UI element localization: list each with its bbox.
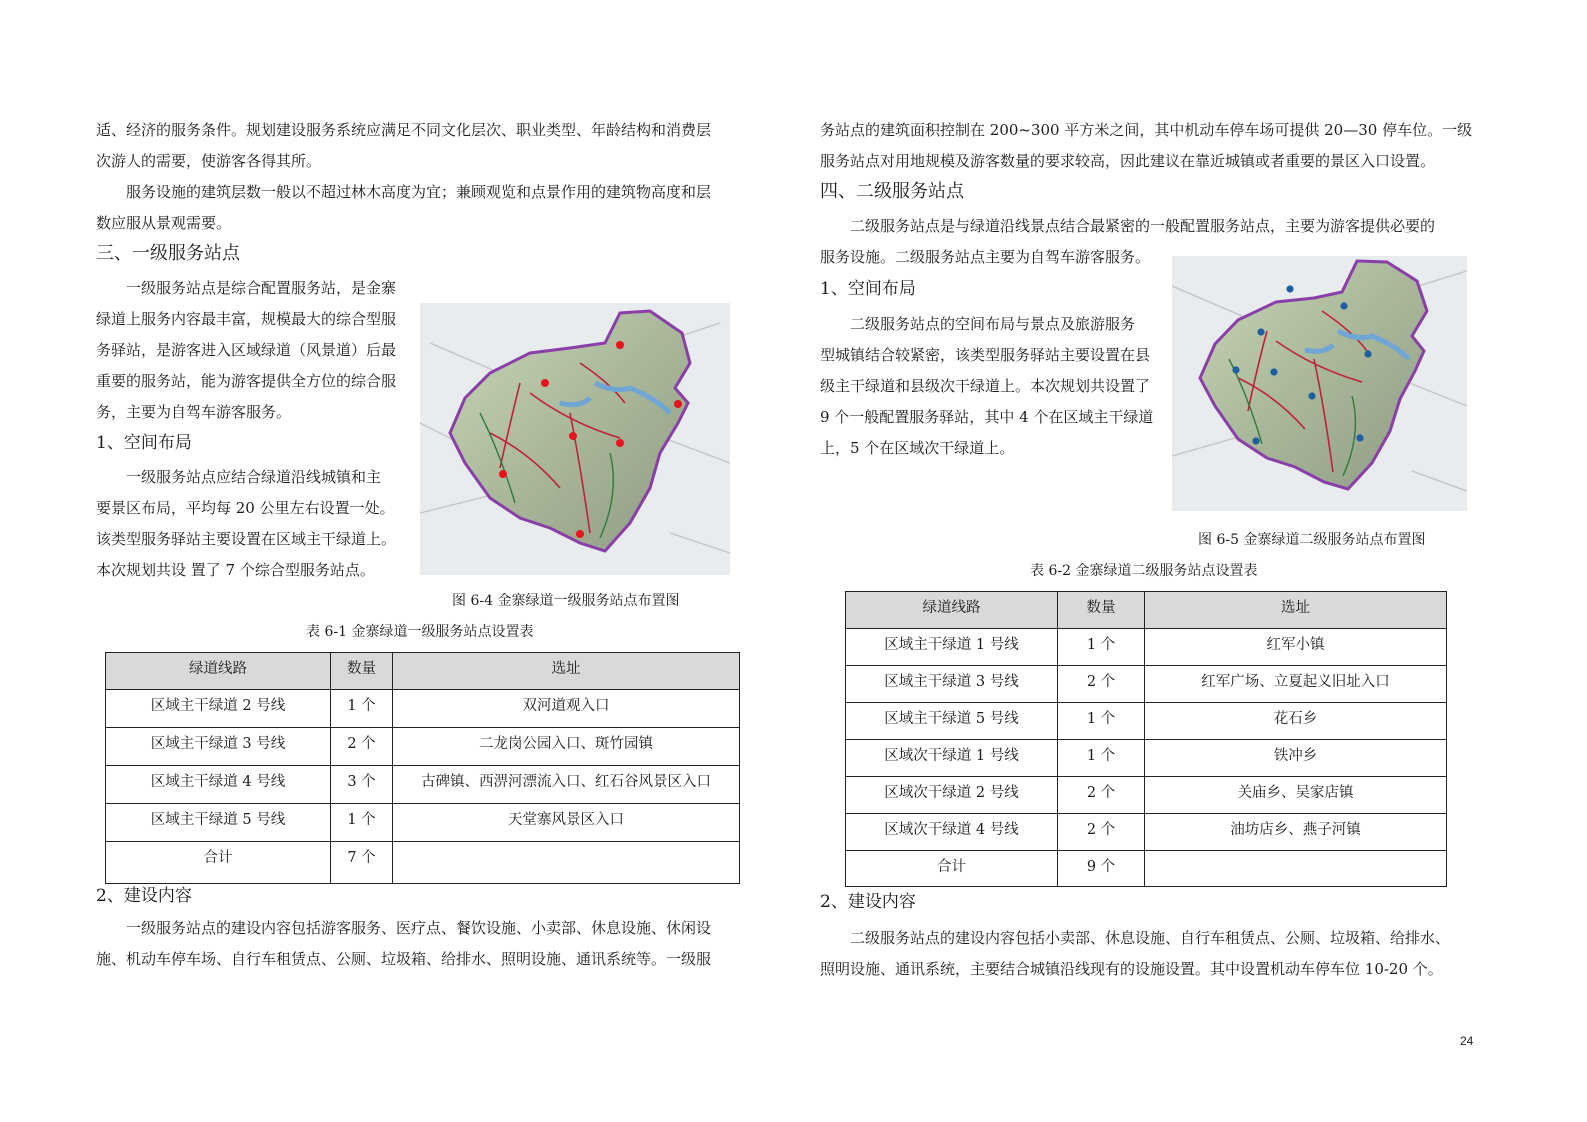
- table-cell: 红军广场、立夏起义旧址入口: [1145, 666, 1447, 703]
- right-layout-line2: 型城镇结合较紧密，该类型服务驿站主要设置在县: [820, 346, 1151, 364]
- station-marker: [1252, 437, 1259, 444]
- level1-station-map: [420, 303, 730, 575]
- station-marker: [1286, 285, 1293, 292]
- station-marker: [674, 400, 682, 408]
- left-para1-line1: 适、经济的服务条件。规划建设服务系统应满足不同文化层次、职业类型、年龄结构和消费层: [96, 121, 712, 139]
- left-intro-line4: 重要的服务站，能为游客提供全方位的综合服: [96, 372, 397, 390]
- table-row: [106, 728, 740, 766]
- table-cell: 2 个: [331, 728, 393, 766]
- table-cell: 天堂寨风景区入口: [393, 804, 740, 842]
- table-cell: 1 个: [331, 804, 393, 842]
- table-cell: 花石乡: [1145, 703, 1447, 740]
- station-marker: [499, 470, 507, 478]
- table-cell: 合计: [846, 851, 1058, 887]
- station-marker: [616, 439, 624, 447]
- left-build-heading: 2、建设内容: [96, 886, 192, 906]
- figure-6-5-caption: 图 6-5 金寨绿道二级服务站点布置图: [1198, 532, 1426, 548]
- table-cell: 油坊店乡、燕子河镇: [1145, 814, 1447, 851]
- table-cell: 3 个: [331, 766, 393, 804]
- table-row: [846, 814, 1447, 851]
- station-marker: [1257, 328, 1264, 335]
- table-cell: 7 个: [331, 842, 393, 884]
- table-row: [846, 703, 1447, 740]
- left-build-line2: 施、机动车停车场、自行车租赁点、公厕、垃圾箱、给排水、照明设施、通讯系统等。一级服: [96, 950, 712, 968]
- table-cell: 合计: [106, 842, 331, 884]
- right-intro-line2: 服务设施。二级服务站点主要为自驾车游客服务。: [820, 248, 1151, 266]
- section-heading-level1-stations: 三、一级服务站点: [96, 243, 240, 264]
- table-cell: 区域主干绿道 5 号线: [106, 804, 331, 842]
- table-row: [846, 666, 1447, 703]
- table-cell: 1 个: [331, 690, 393, 728]
- right-layout-line3: 级主干绿道和县级次干绿道上。本次规划共设置了: [820, 377, 1151, 395]
- table-6-1-caption: 表 6-1 金寨绿道一级服务站点设置表: [306, 624, 534, 640]
- table-cell: 区域主干绿道 3 号线: [106, 728, 331, 766]
- left-intro-line3: 务驿站，是游客进入区域绿道（风景道）后最: [96, 341, 397, 359]
- table-6-1: [105, 652, 740, 884]
- page-number: 24: [1460, 1034, 1474, 1048]
- right-layout-line5: 上，5 个在区域次干绿道上。: [820, 439, 1015, 457]
- left-para1-line2: 次游人的需要，使游客各得其所。: [96, 152, 322, 170]
- station-marker: [576, 530, 584, 538]
- right-intro-line1: 二级服务站点是与绿道沿线景点结合最紧密的一般配置服务站点，主要为游客提供必要的: [850, 217, 1436, 235]
- table-row: [846, 629, 1447, 666]
- table-cell: 区域主干绿道 3 号线: [846, 666, 1058, 703]
- table-cell: 1 个: [1058, 703, 1145, 740]
- station-marker: [1356, 434, 1363, 441]
- table-total-row: [106, 842, 740, 884]
- station-marker: [1364, 350, 1371, 357]
- column-header: 数量: [331, 653, 393, 690]
- station-marker: [1308, 392, 1315, 399]
- column-header: 绿道线路: [846, 592, 1058, 629]
- left-para2-line2: 数应服从景观需要。: [96, 214, 232, 232]
- table-cell: [393, 842, 740, 884]
- column-header: 选址: [1145, 592, 1447, 629]
- left-intro-line1: 一级服务站点是综合配置服务站，是金寨: [126, 279, 397, 297]
- right-layout-line1: 二级服务站点的空间布局与景点及旅游服务: [850, 315, 1136, 333]
- right-cont-line2: 服务站点对用地规模及游客数量的要求较高，因此建议在靠近城镇或者重要的景区入口设置。: [820, 152, 1436, 170]
- table-cell: 古碑镇、西淠河漂流入口、红石谷风景区入口: [393, 766, 740, 804]
- table-cell: 区域次干绿道 2 号线: [846, 777, 1058, 814]
- station-marker: [1232, 366, 1239, 373]
- section-heading-level2-stations: 四、二级服务站点: [820, 181, 964, 202]
- table-cell: 关庙乡、吴家店镇: [1145, 777, 1447, 814]
- left-layout-line4: 本次规划共设 置了 7 个综合型服务站点。: [96, 561, 375, 579]
- table-cell: 铁冲乡: [1145, 740, 1447, 777]
- left-layout-heading: 1、空间布局: [96, 433, 192, 453]
- table-cell: 2 个: [1058, 777, 1145, 814]
- table-cell: 区域主干绿道 4 号线: [106, 766, 331, 804]
- table-cell: 红军小镇: [1145, 629, 1447, 666]
- figure-6-4-caption: 图 6-4 金寨绿道一级服务站点布置图: [452, 593, 680, 609]
- table-header-row: [846, 592, 1447, 629]
- table-row: [106, 804, 740, 842]
- table-cell: 区域主干绿道 5 号线: [846, 703, 1058, 740]
- table-header-row: [106, 653, 740, 690]
- station-marker: [616, 341, 624, 349]
- table-cell: 1 个: [1058, 740, 1145, 777]
- left-layout-line2: 要景区布局，平均每 20 公里左右设置一处。: [96, 499, 395, 517]
- left-intro-line2: 绿道上服务内容最丰富，规模最大的综合型服: [96, 310, 397, 328]
- table-cell: 9 个: [1058, 851, 1145, 887]
- table-cell: 双河道观入口: [393, 690, 740, 728]
- station-marker: [541, 379, 549, 387]
- table-6-2-caption: 表 6-2 金寨绿道二级服务站点设置表: [1030, 563, 1258, 579]
- right-build-line2: 照明设施、通讯系统，主要结合城镇沿线现有的设施设置。其中设置机动车停车位 10-20 个。: [820, 960, 1443, 978]
- right-build-line1: 二级服务站点的建设内容包括小卖部、休息设施、自行车租赁点、公厕、垃圾箱、给排水、: [850, 929, 1451, 947]
- left-intro-line5: 务，主要为自驾车游客服务。: [96, 403, 292, 421]
- table-row: [846, 777, 1447, 814]
- station-marker: [1340, 302, 1347, 309]
- table-cell: 2 个: [1058, 666, 1145, 703]
- table-cell: 2 个: [1058, 814, 1145, 851]
- column-header: 选址: [393, 653, 740, 690]
- table-total-row: [846, 851, 1447, 887]
- left-layout-line1: 一级服务站点应结合绿道沿线城镇和主: [126, 468, 382, 486]
- right-cont-line1: 务站点的建筑面积控制在 200~300 平方米之间，其中机动车停车场可提供 20—30 停车位。一级: [820, 121, 1473, 139]
- table-6-2: [845, 591, 1447, 887]
- table-cell: 区域次干绿道 1 号线: [846, 740, 1058, 777]
- right-layout-line4: 9 个一般配置服务驿站，其中 4 个在区域主干绿道: [820, 408, 1154, 426]
- table-row: [106, 766, 740, 804]
- right-layout-heading: 1、空间布局: [820, 279, 916, 299]
- table-cell: 区域主干绿道 2 号线: [106, 690, 331, 728]
- table-row: [846, 740, 1447, 777]
- table-cell: [1145, 851, 1447, 887]
- column-header: 绿道线路: [106, 653, 331, 690]
- table-cell: 区域次干绿道 4 号线: [846, 814, 1058, 851]
- table-cell: 区域主干绿道 1 号线: [846, 629, 1058, 666]
- left-layout-line3: 该类型服务驿站主要设置在区域主干绿道上。: [96, 530, 397, 548]
- table-cell: 二龙岗公园入口、斑竹园镇: [393, 728, 740, 766]
- table-row: [106, 690, 740, 728]
- level2-station-map: [1172, 256, 1467, 511]
- column-header: 数量: [1058, 592, 1145, 629]
- right-build-heading: 2、建设内容: [820, 892, 916, 912]
- table-cell: 1 个: [1058, 629, 1145, 666]
- station-marker: [1270, 368, 1277, 375]
- left-build-line1: 一级服务站点的建设内容包括游客服务、医疗点、餐饮设施、小卖部、休息设施、休闲设: [126, 919, 712, 937]
- station-marker: [569, 432, 577, 440]
- left-para2-line1: 服务设施的建筑层数一般以不超过林木高度为宜；兼顾观览和点景作用的建筑物高度和层: [126, 183, 712, 201]
